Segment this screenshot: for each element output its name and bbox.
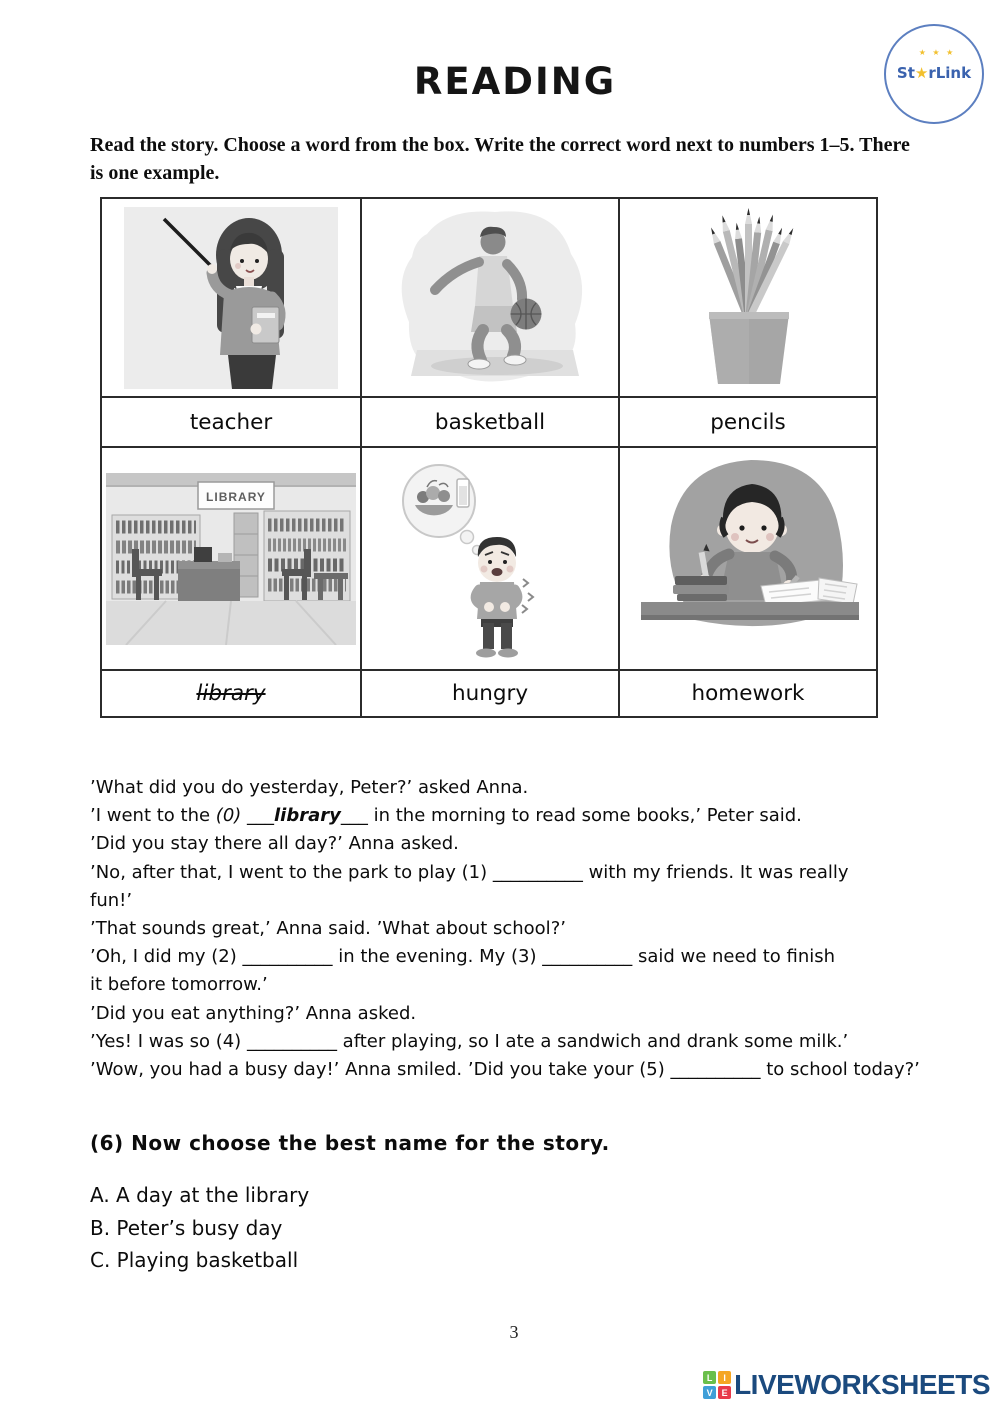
- word-label-library-crossed: library: [196, 681, 266, 706]
- library-illustration: [106, 473, 356, 645]
- question-6-heading: (6) Now choose the best name for the story.: [90, 1131, 610, 1155]
- basketball-illustration: [365, 202, 615, 394]
- instructions: [90, 131, 980, 187]
- instructions-line-1: Read the story. Choose a word from the box. Write the correct word next to numbers 1–5. There: [90, 134, 910, 156]
- word-label-homework: homework: [691, 681, 805, 706]
- example-number: (0): [215, 805, 248, 827]
- word-label-teacher: teacher: [189, 409, 273, 435]
- story-text: [90, 774, 990, 1084]
- pencils-label-cell: [618, 396, 876, 446]
- homework-image-cell: [618, 446, 876, 669]
- liveworksheets-wordmark: LIVEWORKSHEETS: [734, 1369, 990, 1400]
- story-line-1: ’What did you do yesterday, Peter?’ asked Anna.: [90, 777, 529, 798]
- example-underscore-left: ___: [247, 805, 275, 827]
- blank-4[interactable]: __________: [246, 1030, 337, 1052]
- homework-label-cell: [618, 669, 876, 716]
- story-line-8: it before tomorrow.’: [90, 974, 268, 996]
- example-answer-library: library: [274, 805, 341, 827]
- question-6-options: [90, 1179, 309, 1277]
- teacher-label-cell: [102, 396, 360, 446]
- blank-2[interactable]: __________: [242, 946, 333, 968]
- story-line-11: ’Wow, you had a busy day!’ Anna smiled. ’Did you take your (5) __________ to school today?’: [90, 1059, 920, 1081]
- page-title: READING: [413, 60, 617, 103]
- word-label-pencils: pencils: [710, 409, 786, 435]
- option-c[interactable]: C. Playing basketball: [90, 1248, 299, 1272]
- pencils-image-cell: [618, 199, 876, 396]
- instructions-line-2: is one example.: [90, 162, 220, 184]
- star-icon: ★: [914, 64, 929, 82]
- library-label-cell: [102, 669, 360, 716]
- hungry-illustration: [365, 451, 615, 666]
- hungry-image-cell: [360, 446, 618, 669]
- story-line-3: ’Did you stay there all day?’ Anna asked.: [90, 833, 459, 855]
- mini-stars-icon: ★ ★ ★: [918, 48, 956, 57]
- story-line-10: ’Yes! I was so (4) __________ after playing, so I ate a sandwich and drank some milk.’: [90, 1030, 849, 1052]
- option-b[interactable]: B. Peter’s busy day: [90, 1215, 283, 1240]
- basketball-image-cell: [360, 199, 618, 396]
- story-line-6: ’That sounds great,’ Anna said. ’What about school?’: [90, 918, 566, 940]
- story-line-7: ’Oh, I did my (2) __________ in the evening. My (3) __________ said we need to finish: [90, 946, 836, 968]
- blank-3[interactable]: __________: [542, 946, 633, 968]
- homework-illustration: [623, 454, 873, 664]
- story-line-5: fun!’: [90, 889, 133, 911]
- teacher-illustration: [116, 203, 346, 393]
- liveworksheets-logo: [703, 1369, 990, 1401]
- starlink-logo: [884, 24, 984, 124]
- blank-1[interactable]: __________: [492, 861, 583, 883]
- library-image-cell: [102, 446, 360, 669]
- word-label-hungry: hungry: [451, 681, 529, 706]
- story-line-4: ’No, after that, I went to the park to play (1) __________ with my friends. It was really: [90, 861, 849, 883]
- option-a[interactable]: A. A day at the library: [90, 1183, 310, 1207]
- pencils-illustration: [623, 202, 873, 394]
- example-underscore-right: ___: [340, 805, 368, 827]
- page-number: 3: [509, 1322, 519, 1342]
- story-line-2: ’I went to the (0) ___library___ in the morning to read some books,’ Peter said.: [90, 805, 802, 827]
- hungry-label-cell: [360, 669, 618, 716]
- teacher-image-cell: [102, 199, 360, 396]
- liveworksheets-grid-icon: L I V E: [703, 1371, 731, 1399]
- blank-5[interactable]: __________: [670, 1059, 761, 1081]
- story-line-9: ’Did you eat anything?’ Anna asked.: [90, 1002, 417, 1024]
- word-label-basketball: basketball: [434, 409, 546, 435]
- word-box-table: [100, 197, 878, 718]
- library-sign-text: LIBRARY: [206, 489, 266, 504]
- starlink-logo-text: St★rLink: [896, 64, 972, 82]
- basketball-label-cell: [360, 396, 618, 446]
